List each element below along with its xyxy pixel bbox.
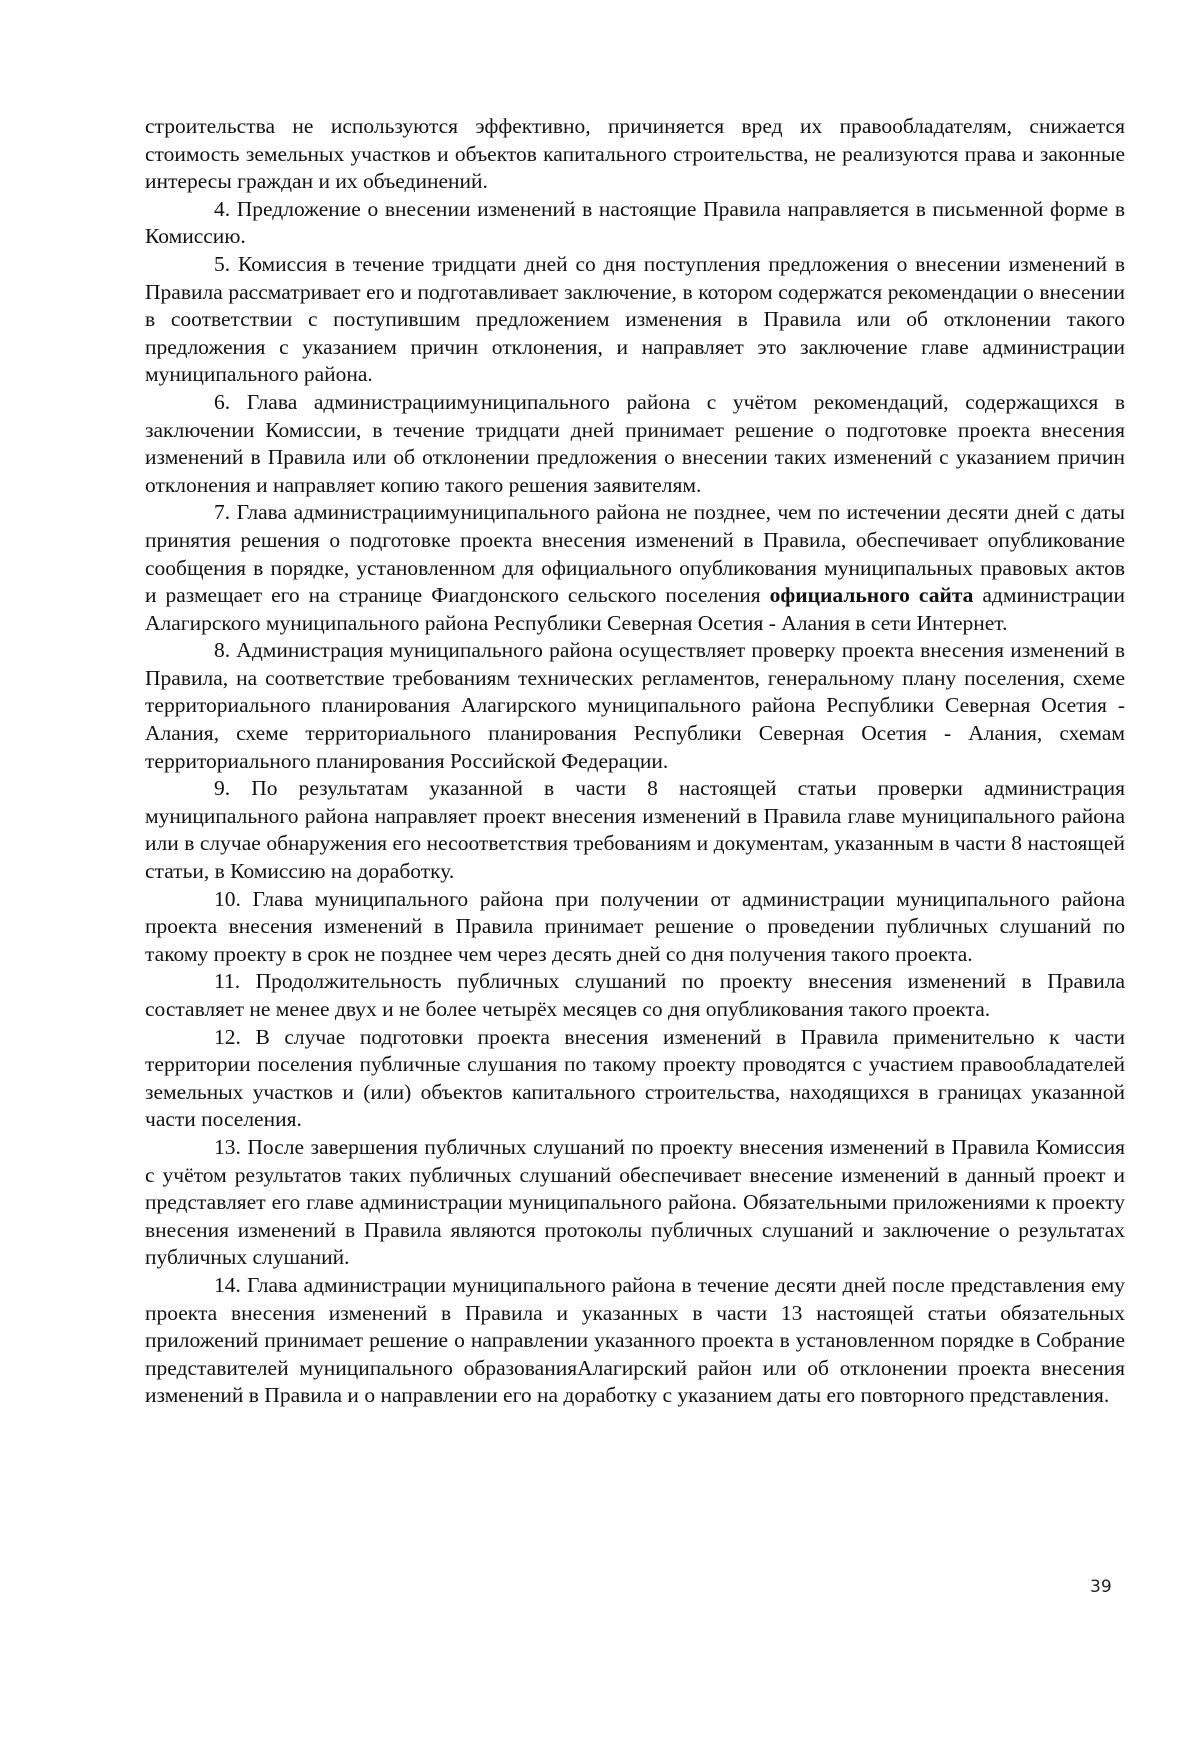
paragraph-continuation: строительства не используются эффективно, причиняется вред их правообладателям, снижается стоимость земельных участков и объектов капитального строительства, не реализуются права и законные интересы граждан и их объединений. bbox=[145, 114, 1125, 194]
paragraph-5: 5. Комиссия в течение тридцати дней со дня поступления предложения о внесении изменений в Правила рассматривает его и подготавливает заключение, в котором содержатся рекомендации о внесении в соответствии с поступившим предложением изменения в Правила или об отклонении такого предложения с указанием причин отклонения, и направляет это заключение главе администрации муниципального района. bbox=[145, 251, 1125, 387]
paragraph-7-text-after: администрации Алагирского муниципального района Республики Северная Осетия - Алания в сети Интернет. bbox=[145, 583, 1125, 635]
paragraph-13: 13. После завершения публичных слушаний по проекту внесения изменений в Правила Комиссия с учётом результатов таких публичных слушаний обеспечивает внесение изменений в данный проект и представляет его главе администрации муниципального района. Обязательными приложениями к проекту внесения изменений в Правила являются протоколы публичных слушаний и заключение о результатах публичных слушаний. bbox=[145, 1134, 1125, 1270]
paragraph-7-bold-text: официального сайта bbox=[769, 583, 974, 608]
paragraph-7 bbox=[145, 499, 1125, 637]
page-number: 39 bbox=[1090, 1577, 1112, 1597]
paragraph-11: 11. Продолжительность публичных слушаний по проекту внесения изменений в Правила составляет не менее двух и не более четырёх месяцев со дня опубликования такого проекта. bbox=[145, 969, 1125, 1021]
paragraph-6: 6. Глава администрациимуниципального района с учётом рекомендаций, содержащихся в заключении Комиссии, в течение тридцати дней принимает решение о подготовке проекта внесения изменений в Правила или об отклонении предложения о внесении таких изменений с указанием причин отклонения и направляет копию такого решения заявителям. bbox=[145, 389, 1125, 497]
paragraph-12: 12. В случае подготовки проекта внесения изменений в Правила применительно к части территории поселения публичные слушания по такому проекту проводятся с участием правообладателей земельных участков и (или) объектов капитального строительства, находящихся в границах указанной части поселения. bbox=[145, 1024, 1125, 1132]
document-body bbox=[145, 113, 1125, 1410]
paragraph-8: 8. Администрация муниципального района осуществляет проверку проекта внесения изменений в Правила, на соответствие требованиям технических регламентов, генеральному плану поселения, схеме территориального планирования Алагирского муниципального района Республики Северная Осетия - Алания, схеме территориального планирования Республики Северная Осетия - Алания, схемам территориального планирования Российской Федерации. bbox=[145, 638, 1125, 773]
paragraph-10: 10. Глава муниципального района при получении от администрации муниципального района проекта внесения изменений в Правила принимает решение о проведении публичных слушаний по такому проекту в срок не позднее чем через десять дней со дня получения такого проекта. bbox=[145, 886, 1125, 966]
paragraph-9: 9. По результатам указанной в части 8 настоящей статьи проверки администрация муниципального района направляет проект внесения изменений в Правила главе муниципального района или в случае обнаружения его несоответствия требованиям и документам, указанным в части 8 настоящей статьи, в Комиссию на доработку. bbox=[145, 776, 1125, 884]
paragraph-14: 14. Глава администрации муниципального района в течение десяти дней после представления ему проекта внесения изменений в Правила и указанных в части 13 настоящей статьи обязательных приложений принимает решение о направлении указанного проекта в установленном порядке в Собрание представителей муниципального образованияАлагирский район или об отклонении проекта внесения изменений в Правила и о направлении его на доработку с указанием даты его повторного представления. bbox=[145, 1272, 1125, 1408]
paragraph-7-text-before: 7. Глава администрациимуниципального района не позднее, чем по истечении десяти дней с даты принятия решения о подготовке проекта внесения изменений в Правила, обеспечивает опубликование сообщения в порядке, установленном для официального опубликования муниципальных правовых актов и размещает его на странице Фиагдонского сельского поселения bbox=[145, 500, 1125, 608]
paragraph-4: 4. Предложение о внесении изменений в настоящие Правила направляется в письменной форме в Комиссию. bbox=[145, 196, 1125, 249]
